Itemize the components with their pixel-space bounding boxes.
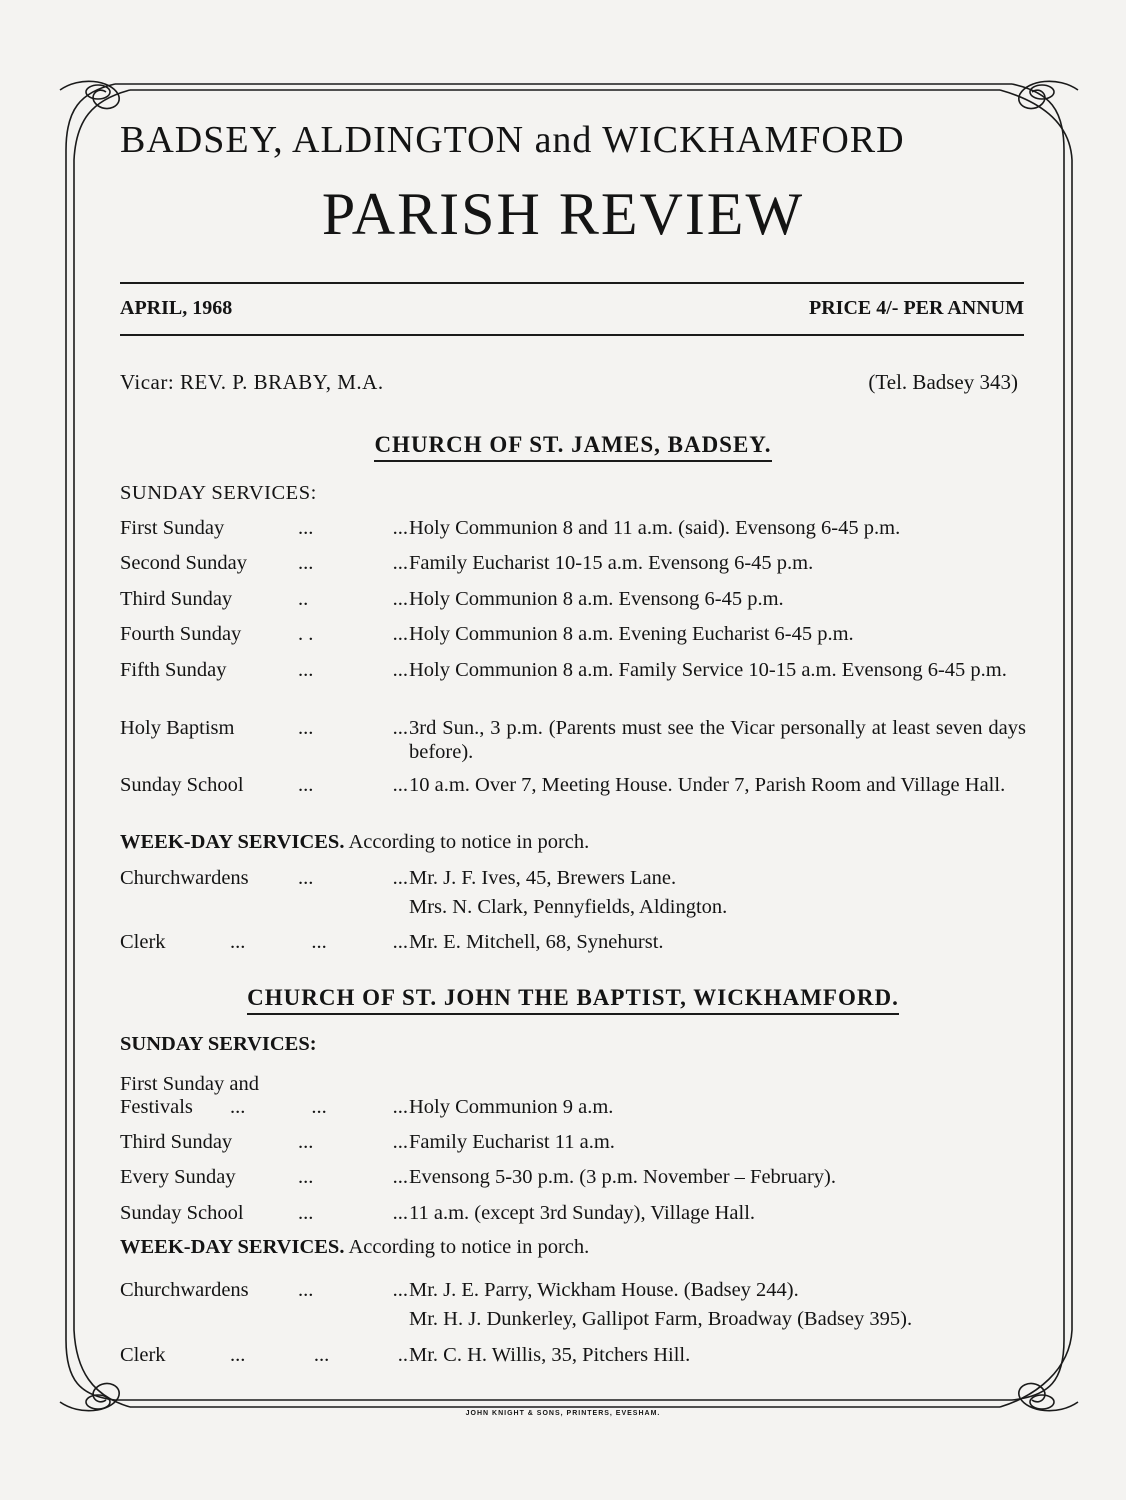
wickhamford-weekday: WEEK-DAY SERVICES. According to notice in porch.	[120, 1236, 590, 1258]
wickhamford-first-label-a: First Sunday and	[120, 1073, 259, 1095]
price: PRICE 4/- PER ANNUM	[809, 297, 1024, 319]
wickhamford-church-title	[0, 985, 1126, 1011]
badsey-church-title	[0, 432, 1126, 458]
vicar-name: Vicar: REV. P. BRABY, M.A.	[120, 370, 384, 394]
header-rule-top	[120, 282, 1024, 284]
header-rule-bottom	[120, 334, 1024, 336]
wickhamford-church-title-text: CHURCH OF ST. JOHN THE BAPTIST, WICKHAMFORD.	[247, 985, 899, 1015]
printer-imprint: JOHN KNIGHT & SONS, PRINTERS, EVESHAM.	[465, 1410, 661, 1417]
wickhamford-sunday-heading: SUNDAY SERVICES:	[120, 1033, 317, 1055]
badsey-sunday-heading: SUNDAY SERVICES:	[120, 482, 317, 504]
badsey-weekday: WEEK-DAY SERVICES. According to notice in porch.	[120, 831, 590, 853]
vicar-telephone: (Tel. Badsey 343)	[868, 370, 1018, 394]
issue-date: APRIL, 1968	[120, 297, 233, 319]
masthead-title: PARISH REVIEW	[321, 181, 805, 247]
masthead-parishes: BADSEY, ALDINGTON and WICKHAMFORD	[120, 119, 905, 161]
badsey-church-title-text: CHURCH OF ST. JAMES, BADSEY.	[374, 432, 771, 462]
